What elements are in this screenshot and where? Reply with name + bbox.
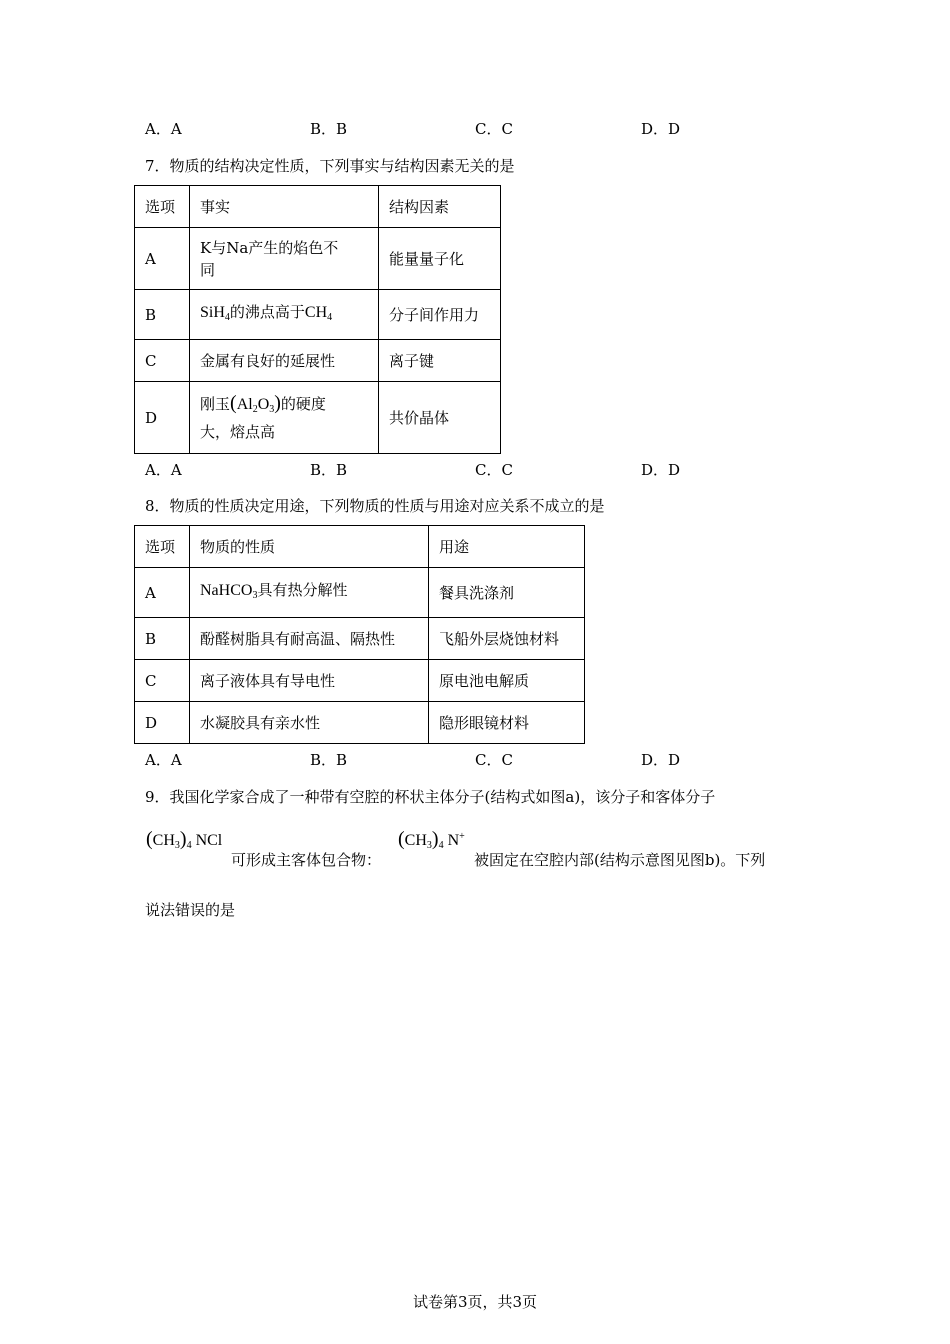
q7-options <box>145 459 745 479</box>
fact-line: K与Na产生的焰色不 <box>200 238 339 257</box>
option-b[interactable]: B．B <box>310 461 348 479</box>
option-c[interactable]: C．C <box>475 461 513 479</box>
option-cell: C <box>135 340 190 382</box>
factor-cell: 能量量子化 <box>379 228 501 290</box>
fact-text: 的沸点高于 <box>229 302 305 321</box>
property-cell: 离子液体具有导电性 <box>190 660 429 702</box>
option-cell: B <box>135 290 190 340</box>
fact-cell <box>190 382 379 454</box>
table-header-row <box>135 526 585 568</box>
nahco3-formula: NaHCO$_3$ <box>200 581 258 601</box>
use-cell: 原电池电解质 <box>429 660 585 702</box>
sih4-formula: SiH$_4$ <box>200 303 230 323</box>
header-cell: 事实 <box>190 186 379 228</box>
page-footer: 试卷第3页，共3页 <box>412 1293 538 1311</box>
ch4-formula: $CH_4$ <box>304 303 333 323</box>
property-cell: 水凝胶具有亲水性 <box>190 702 429 744</box>
table-row <box>135 568 585 618</box>
q9-line-3: 说法错误的是 <box>145 901 236 919</box>
use-cell: 餐具洗涤剂 <box>429 568 585 618</box>
option-a[interactable]: A．A <box>145 751 182 769</box>
q6-options <box>145 118 745 138</box>
factor-cell: 共价晶体 <box>379 382 501 454</box>
factor-cell: 分子间作用力 <box>379 290 501 340</box>
table-row <box>135 340 501 382</box>
option-c[interactable]: C．C <box>475 120 513 138</box>
property-cell: 酚醛树脂具有耐高温、隔热性 <box>190 618 429 660</box>
option-b[interactable]: B．B <box>310 120 348 138</box>
option-cell: D <box>135 382 190 454</box>
option-cell: A <box>135 228 190 290</box>
table-row <box>135 382 501 454</box>
q8-options <box>145 749 745 769</box>
fact-line: 同 <box>200 260 216 279</box>
header-cell: 选项 <box>135 186 190 228</box>
factor-cell: 离子键 <box>379 340 501 382</box>
header-cell: 用途 <box>429 526 585 568</box>
table-row <box>135 228 501 290</box>
option-cell: B <box>135 618 190 660</box>
option-b[interactable]: B．B <box>310 751 348 769</box>
option-cell: A <box>135 568 190 618</box>
use-cell: 飞船外层烧蚀材料 <box>429 618 585 660</box>
fact-text: 的硬度 <box>280 395 326 413</box>
option-cell: C <box>135 660 190 702</box>
option-a[interactable]: A．A <box>145 461 182 479</box>
table-row <box>135 660 585 702</box>
fact-cell <box>190 228 379 290</box>
q7-table <box>134 185 501 454</box>
q9-line-1: 9．我国化学家合成了一种带有空腔的杯状主体分子(结构式如图a)，该分子和客体分子 <box>145 788 716 806</box>
use-cell: 隐形眼镜材料 <box>429 702 585 744</box>
table-row <box>135 618 585 660</box>
header-cell: 物质的性质 <box>190 526 429 568</box>
fact-text: 刚玉 <box>200 395 231 413</box>
q9-text: 可形成主客体包合物： <box>231 851 382 869</box>
option-d[interactable]: D．D <box>641 751 681 769</box>
option-cell: D <box>135 702 190 744</box>
fact-line: 大，熔点高 <box>200 423 276 441</box>
option-d[interactable]: D．D <box>641 461 681 479</box>
property-cell <box>190 568 429 618</box>
header-cell: 结构因素 <box>379 186 501 228</box>
option-c[interactable]: C．C <box>475 751 513 769</box>
q7-stem: 7．物质的结构决定性质，下列事实与结构因素无关的是 <box>145 157 515 175</box>
tetramethylammonium-ion-formula: $(CH_3)_4$ N+ <box>398 828 465 851</box>
property-text: 具有热分解性 <box>257 580 348 599</box>
fact-cell <box>190 290 379 340</box>
q8-table <box>134 525 585 744</box>
q9-text: 被固定在空腔内部(结构示意图见图b)。下列 <box>474 851 766 869</box>
table-header-row <box>135 186 501 228</box>
header-cell: 选项 <box>135 526 190 568</box>
table-row <box>135 290 501 340</box>
q8-stem: 8．物质的性质决定用途，下列物质的性质与用途对应关系不成立的是 <box>145 497 605 515</box>
option-d[interactable]: D．D <box>641 120 681 138</box>
table-row <box>135 702 585 744</box>
fact-cell: 金属有良好的延展性 <box>190 340 379 382</box>
tetramethylammonium-chloride-formula: $(CH_3)_4$ NCl <box>146 828 223 851</box>
al2o3-formula: $(Al_2O_3)$ <box>230 392 281 415</box>
option-a[interactable]: A．A <box>145 120 182 138</box>
